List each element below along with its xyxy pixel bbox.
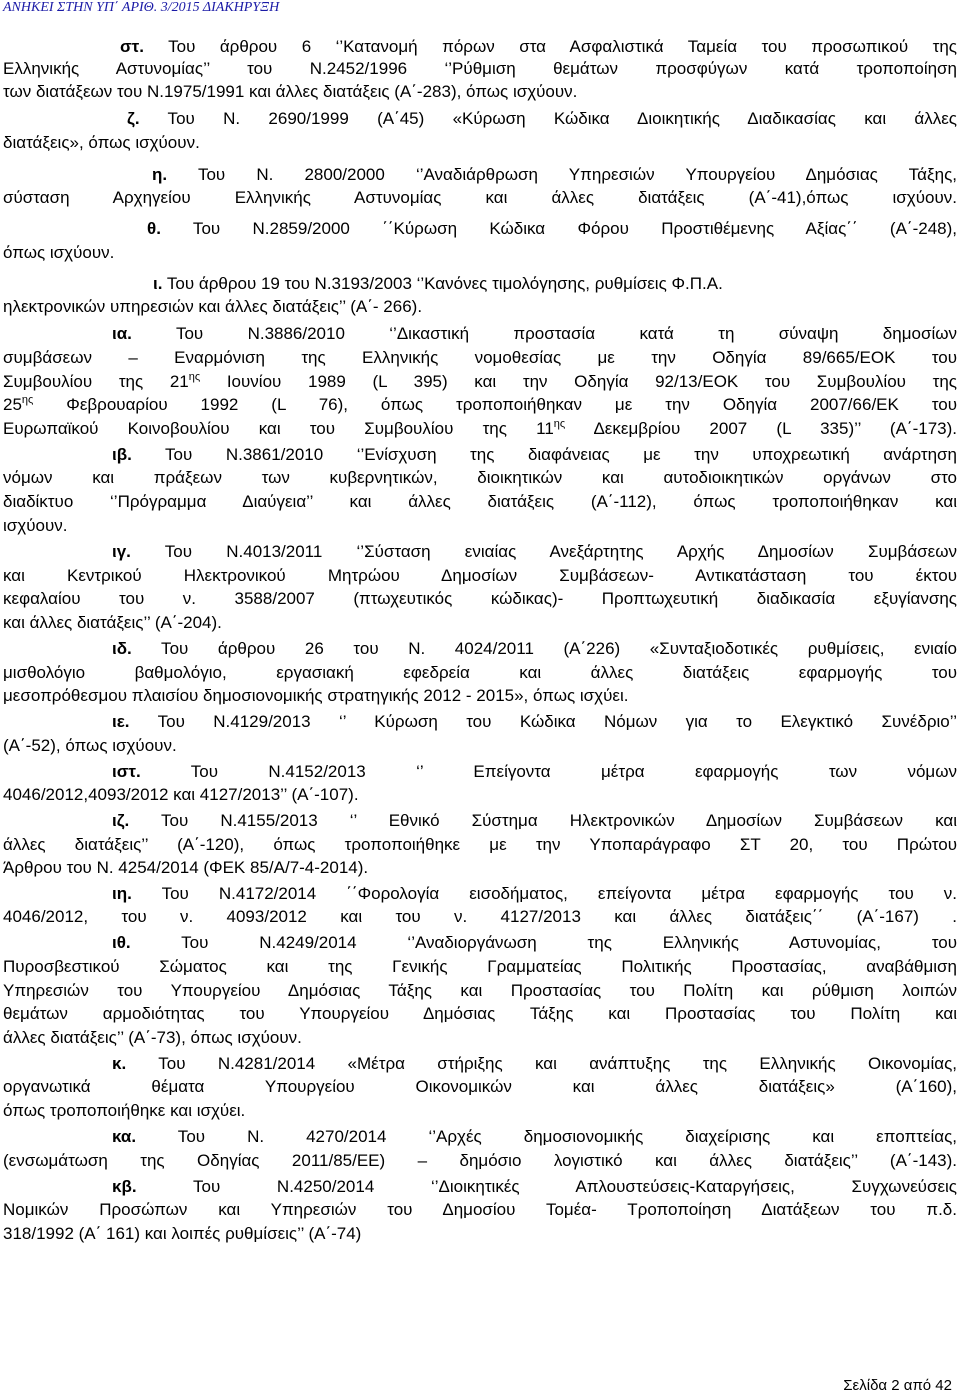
clause-label: ζ. (127, 109, 140, 128)
text-line (3, 58, 957, 80)
line-text-cont: Δεκεμβρίου 2007 (L 335)’’ (Α΄-173). (565, 419, 958, 438)
text-line (112, 711, 957, 733)
clause-label: κ. (112, 1054, 127, 1073)
line-text: Του άρθρου 19 του Ν.3193/2003 ‘’Κανόνες τιμολόγησης, ρυθμίσεις Φ.Π.Α. (162, 274, 723, 293)
text-line (3, 467, 957, 489)
line-text: διαδίκτυο ‘’Πρόγραμμα Διαύγεια’’ και άλλες διατάξεις (Α΄-112), όπως τροποποιήθηκαν και (3, 492, 957, 511)
line-text: άλλες διατάξεις’’ (Α΄-120), όπως τροποποιήθηκε με την Υποπαράγραφο ΣΤ 20, του Πρώτου (3, 835, 957, 854)
line-text: κεφαλαίου του ν. 3588/2007 (πτωχευτικός κώδικας)- Προπτωχευτική διαδικασία εξυγίανσης (3, 589, 957, 608)
text-line (3, 296, 957, 318)
text-line (3, 906, 957, 928)
line-text: ισχύουν. (3, 516, 68, 535)
text-line (112, 1053, 957, 1075)
clause-label: η. (152, 165, 168, 184)
line-text: Του Ν.3886/2010 ‘’Δικαστική προστασία κατά τη σύναψη δημοσίων (131, 324, 957, 343)
line-text: συμβάσεων – Εναρμόνιση της Ελληνικής νομοθεσίας με την Οδηγία 89/665/ΕΟΚ του (3, 348, 957, 367)
text-line (3, 418, 957, 440)
line-text: Του Ν.4155/2013 ‘’ Εθνικό Σύστημα Ηλεκτρονικών Δημοσίων Συμβάσεων και (129, 811, 957, 830)
line-text: των διατάξεων του Ν.1975/1991 και άλλες διατάξεις (Α΄-283), όπως ισχύουν. (3, 82, 578, 101)
line-text-cont: Φεβρουαρίου 1992 (L 76), όπως τροποποιήθηκαν με την Οδηγία 2007/66/ΕΚ του (33, 395, 957, 414)
line-text: Πυροσβεστικού Σώματος και της Γενικής Γραμματείας Πολιτικής Προστασίας, αναβάθμιση (3, 957, 957, 976)
text-line (3, 1003, 957, 1025)
line-text: Του Ν.4249/2014 ‘’Αναδιοργάνωση της Ελληνικής Αστυνομίας, του (130, 933, 957, 952)
text-line (112, 1176, 957, 1198)
text-line (3, 371, 957, 393)
line-text: Του Ν.4013/2011 ‘’Σύσταση ενιαίας Ανεξάρτητης Αρχής Δημοσίων Συμβάσεων (130, 542, 957, 561)
clause-label: ιζ. (112, 811, 130, 830)
ordinal-superscript: ης (188, 371, 201, 383)
ordinal-superscript: ης (21, 394, 34, 406)
text-line (3, 857, 957, 879)
clause-label: ιθ. (112, 933, 131, 952)
clause-label: ια. (112, 324, 132, 343)
line-text: Ευρωπαϊκού Κοινοβουλίου και του Συμβουλίου της 11 (3, 419, 554, 438)
clause-label: ιη. (112, 884, 132, 903)
text-line (112, 761, 957, 783)
text-line (3, 980, 957, 1002)
line-text: (Α΄-52), όπως ισχύουν. (3, 736, 177, 755)
line-text: Του Ν.4172/2014 ΄΄Φορολογία εισοδήματος, επείγοντα μέτρα εφαρμογής του ν. (131, 884, 957, 903)
line-text: μεσοπρόθεσμου πλαισίου δημοσιονομικής στρατηγικής 2012 - 2015», όπως ισχύει. (3, 686, 629, 705)
clause-label: ιβ. (112, 445, 132, 464)
line-text-cont: Ιουνίου 1989 (L 395) και την Οδηγία 92/13/ΕΟΚ του Συμβουλίου της (200, 372, 957, 391)
clause-label: στ. (120, 37, 144, 56)
line-text: Του άρθρου 26 του Ν. 4024/2011 (Α΄226) «Συνταξιοδοτικές ρυθμίσεις, ενιαίο (131, 639, 957, 658)
text-line (3, 735, 957, 757)
clause-label: ιδ. (112, 639, 132, 658)
text-line (112, 932, 957, 954)
text-line (3, 612, 957, 634)
text-line (120, 36, 957, 58)
line-text: και άλλες διατάξεις’’ (Α΄-204). (3, 613, 222, 632)
clause-label: κα. (112, 1127, 137, 1146)
line-text: Του Ν. 2800/2000 ‘’Αναδιάρθρωση Υπηρεσιών Υπουργείου Δημόσιας Τάξης, (167, 165, 957, 184)
line-text: Άρθρου του Ν. 4254/2014 (ΦΕΚ 85/Α/7-4-2014). (3, 858, 369, 877)
text-line (3, 565, 957, 587)
ordinal-superscript: ης (553, 418, 566, 430)
line-text: Του Ν. 2690/1999 (Α΄45) «Κύρωση Κώδικα Διοικητικής Διαδικασίας και άλλες (139, 109, 957, 128)
page-number: Σελίδα 2 από 42 (843, 1377, 952, 1394)
line-text: Του Ν.4129/2013 ‘’ Κύρωση του Κώδικα Νόμων για το Ελεγκτικό Συνέδριο’’ (129, 712, 957, 731)
text-line (112, 638, 957, 660)
line-text: όπως ισχύουν. (3, 243, 115, 262)
text-line (112, 444, 957, 466)
text-line (3, 1076, 957, 1098)
line-text: Του άρθρου 6 ‘’Κατανομή πόρων στα Ασφαλιστικά Ταμεία του προσωπικού της (143, 37, 957, 56)
text-line (112, 883, 957, 905)
line-text: Υπηρεσιών του Υπουργείου Δημόσιας Τάξης και Προστασίας του Πολίτη και ρύθμιση λοιπών (3, 981, 957, 1000)
line-text: μισθολόγιο βαθμολόγιο, εργασιακή εφεδρεία και άλλες διατάξεις εφαρμογής του (3, 663, 957, 682)
text-line (3, 1027, 957, 1049)
line-text: 4046/2012,4093/2012 και 4127/2013’’ (Α΄-107). (3, 785, 359, 804)
line-text: 318/1992 (Α΄ 161) και λοιπές ρυθμίσεις’’ (Α΄-74) (3, 1224, 362, 1243)
text-line (3, 1199, 957, 1221)
text-line (112, 810, 957, 832)
text-line (112, 541, 957, 563)
text-line (3, 784, 957, 806)
text-line (3, 1150, 957, 1172)
line-text: Του Ν.4152/2013 ‘’ Επείγοντα μέτρα εφαρμογής των νόμων (140, 762, 957, 781)
clause-label: κβ. (112, 1177, 137, 1196)
line-text: 25 (3, 395, 22, 414)
clause-label: ιστ. (112, 762, 141, 781)
text-line (3, 491, 957, 513)
line-text: άλλες διατάξεις’’ (Α΄-73), όπως ισχύουν. (3, 1028, 302, 1047)
line-text: διατάξεις», όπως ισχύουν. (3, 133, 200, 152)
text-line (3, 242, 957, 264)
header-text: ΑΝΗΚΕΙ ΣΤΗΝ ΥΠ΄ ΑΡΙΘ. 3/2015 ΔΙΑΚΗΡΥΞΗ (3, 0, 280, 15)
clause-label: ιγ. (112, 542, 131, 561)
line-text: και Κεντρικού Ηλεκτρονικού Μητρώου Δημοσίων Συμβάσεων- Αντικατάσταση του έκτου (3, 566, 957, 585)
text-line (3, 956, 957, 978)
text-line (3, 588, 957, 610)
text-line (3, 81, 957, 103)
text-line (127, 108, 957, 130)
text-line (3, 132, 957, 154)
text-line (3, 1223, 957, 1245)
line-text: όπως τροποποιήθηκε και ισχύει. (3, 1101, 246, 1120)
clause-label: ι. (153, 274, 163, 293)
line-text: Του Ν.4281/2014 «Μέτρα στήριξης και ανάπτυξης της Ελληνικής Οικονομίας, (126, 1054, 957, 1073)
text-line (112, 323, 957, 345)
line-text: 4046/2012, του ν. 4093/2012 και του ν. 4127/2013 και άλλες διατάξεις΄΄ (Α΄-167) . (3, 907, 957, 926)
clause-label: θ. (147, 219, 161, 238)
line-text: Του Ν.2859/2000 ΄΄Κύρωση Κώδικα Φόρου Προστιθέμενης Αξίας΄΄ (Α΄-248), (160, 219, 957, 238)
line-text: Συμβουλίου της 21 (3, 372, 189, 391)
line-text: Του Ν. 4270/2014 ‘’Αρχές δημοσιονομικής διαχείρισης και εποπτείας, (136, 1127, 957, 1146)
text-line (3, 834, 957, 856)
line-text: θεμάτων αρμοδιότητας του Υπουργείου Δημόσιας Τάξης και Προστασίας του Πολίτη και (3, 1004, 957, 1023)
text-line (3, 515, 957, 537)
line-text: Του Ν.4250/2014 ‘’Διοικητικές Απλουστεύσεις-Καταργήσεις, Συγχωνεύσεις (136, 1177, 957, 1196)
line-text: ηλεκτρονικών υπηρεσιών και άλλες διατάξεις’’ (Α΄- 266). (3, 297, 423, 316)
line-text: σύσταση Αρχηγείου Ελληνικής Αστυνομίας και άλλες διατάξεις (Α΄-41),όπως ισχύουν. (3, 188, 957, 207)
text-line (152, 164, 957, 186)
line-text: οργανωτικά θέματα Υπουργείου Οικονομικών και άλλες διατάξεις» (Α΄160), (3, 1077, 957, 1096)
text-line (153, 273, 957, 295)
line-text: Νομικών Προσώπων και Υπηρεσιών του Δημοσίου Τομέα- Τροποποίηση Διατάξεων του π.δ. (3, 1200, 957, 1219)
line-text: Ελληνικής Αστυνομίας’’ του Ν.2452/1996 ‘’Ρύθμιση θεμάτων προσφύγων κατά τροποποίηση (3, 59, 957, 78)
line-text: νόμων και πράξεων των κυβερνητικών, διοικητικών και αυτοδιοικητικών οργάνων στο (3, 468, 957, 487)
clause-label: ιε. (112, 712, 130, 731)
line-text: (ενσωμάτωση της Οδηγίας 2011/85/ΕΕ) – δημόσιο λογιστικό και άλλες διατάξεις’’ (Α΄-143). (3, 1151, 957, 1170)
text-line (112, 1126, 957, 1148)
text-line (3, 187, 957, 209)
text-line (3, 347, 957, 369)
text-line (3, 1100, 957, 1122)
line-text: Του Ν.3861/2010 ‘’Ενίσχυση της διαφάνειας με την υποχρεωτική ανάρτηση (131, 445, 957, 464)
text-line (3, 662, 957, 684)
text-line (3, 685, 957, 707)
text-line (147, 218, 957, 240)
text-line (3, 394, 957, 416)
document-header (0, 0, 960, 22)
